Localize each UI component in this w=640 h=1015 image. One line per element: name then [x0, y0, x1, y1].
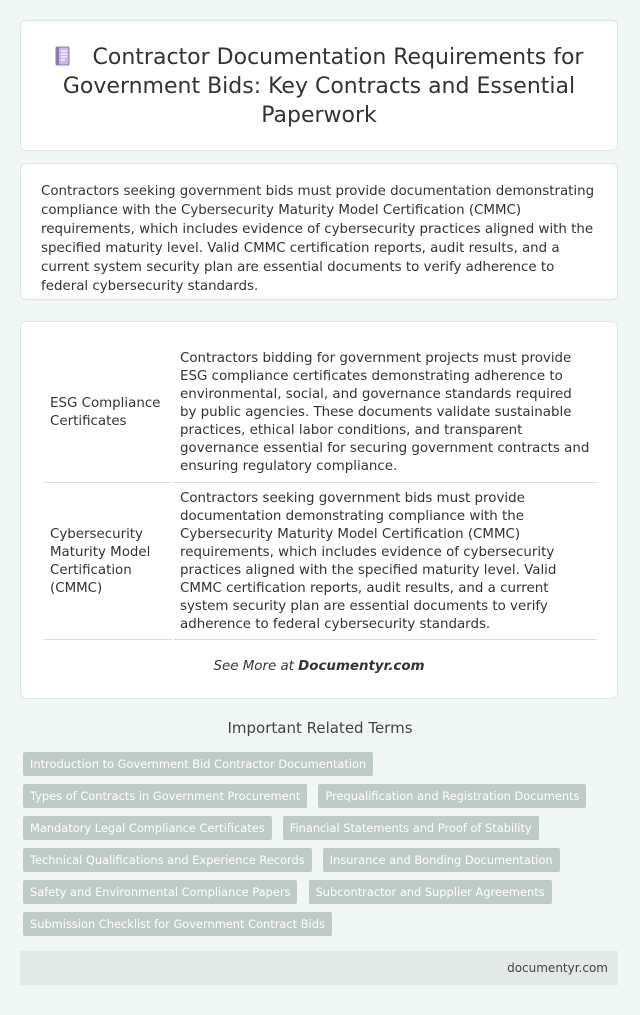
- related-term-tag[interactable]: Types of Contracts in Government Procurement: [23, 784, 307, 808]
- term-cell: ESG Compliance Certificates: [44, 350, 172, 483]
- intro-text: Contractors seeking government bids must provide documentation demonstrating compliance with the Cybersecurity Maturity Model Certification (CMMC) requirements, which includes evidence of cybersecurity practices aligned with the specified maturity level. Valid CMMC certification reports, audit results, and a current system security plan are essential documents to verify adherence to federal cybersecurity standards.: [41, 184, 595, 294]
- related-term-tag[interactable]: Safety and Environmental Compliance Papers: [23, 880, 297, 904]
- page-title: [51, 43, 587, 130]
- see-more: [21, 659, 617, 674]
- intro-card: [20, 163, 618, 300]
- page-title-text: Contractor Documentation Requirements for Government Bids: Key Contracts and Essential Paperwork: [62, 45, 584, 128]
- related-term-tag[interactable]: Submission Checklist for Government Contract Bids: [23, 912, 332, 936]
- footer: [20, 951, 618, 985]
- description-cell: Contractors seeking government bids must provide documentation demonstrating compliance with the Cybersecurity Maturity Model Certification (CMMC) requirements, which includes evidence of cybersecurity practices aligned with the specified maturity level. Valid CMMC certification reports, audit results, and a current system security plan are essential documents to verify adherence to federal cybersecurity standards.: [174, 483, 597, 640]
- related-term-tag[interactable]: Insurance and Bonding Documentation: [323, 848, 560, 872]
- definitions-table: [42, 350, 599, 640]
- related-term-tag[interactable]: Prequalification and Registration Documents: [318, 784, 586, 808]
- description-cell: Contractors bidding for government projects must provide ESG compliance certificates demonstrating adherence to environmental, social, and governance standards required by public agencies. These documents validate sustainable practices, ethical labor conditions, and transparent governance essential for securing government contracts and ensuring regulatory compliance.: [174, 350, 597, 483]
- related-terms-title: Important Related Terms: [227, 719, 413, 737]
- related-term-tag[interactable]: Subcontractor and Supplier Agreements: [309, 880, 552, 904]
- see-more-prefix: See More at: [213, 659, 299, 674]
- term-cell: Cybersecurity Maturity Model Certification (CMMC): [44, 483, 172, 640]
- see-more-link[interactable]: Documentyr.com: [298, 659, 425, 674]
- related-term-tag[interactable]: Mandatory Legal Compliance Certificates: [23, 816, 272, 840]
- table-row: [44, 483, 597, 640]
- related-term-tag[interactable]: Introduction to Government Bid Contractor Documentation: [23, 752, 373, 776]
- document-icon: [55, 46, 71, 66]
- definitions-card: [20, 321, 618, 699]
- footer-site-link[interactable]: documentyr.com: [507, 961, 608, 975]
- title-card: [20, 20, 618, 151]
- related-term-tag[interactable]: Technical Qualifications and Experience Records: [23, 848, 312, 872]
- table-row: [44, 350, 597, 483]
- related-terms-list: [23, 752, 583, 944]
- related-term-tag[interactable]: Financial Statements and Proof of Stability: [283, 816, 539, 840]
